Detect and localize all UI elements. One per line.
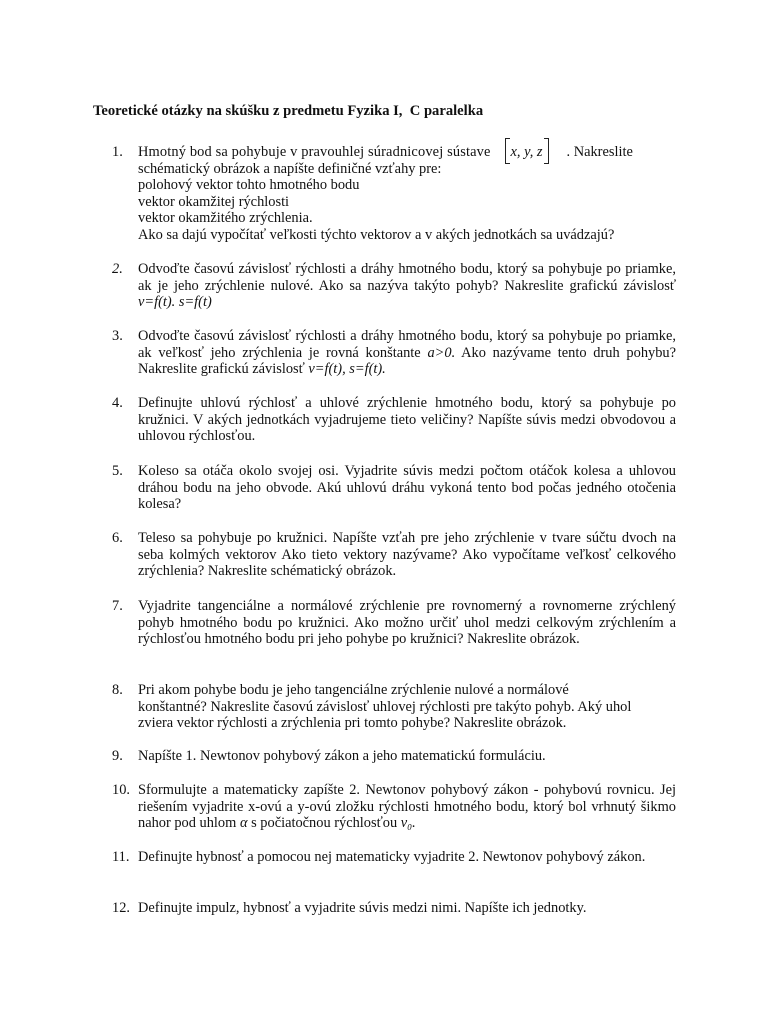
question-text: Teleso sa pohybuje po kružnici. Napíšte vzťah pre jeho zrýchlenie v tvare súčtu dvoch na seba kolmých vektorov Ako tieto vektory nazývame? Ako vypočítame veľkosť celkového zrýchlenia? Nakreslite schématický obrázok. xyxy=(138,530,676,580)
question-text: Sformulujte a matematicky zapíšte 2. Newtonov pohybový zákon - pohybovú rovnicu. Jej riešením vyjadrite x-ovú a y-ovú zložku rýchlosti hmotného bodu, ktorý bol vrhnutý šikmo nahor pod uhlom α s počiatočnou rýchlosťou v₀. xyxy=(138,782,676,832)
question-12 xyxy=(112,900,676,917)
question-text: Odvoďte časovú závislosť rýchlosti a dráhy hmotného bodu, ktorý sa pohybuje po priamke, ak je jeho zrýchlenie nulové. Ako sa nazýva takýto pohyb? Nakreslite grafickú závislosť v=f(t). s=f(t) xyxy=(138,261,676,311)
question-6 xyxy=(112,530,676,580)
question-number: 5. xyxy=(112,463,123,479)
question-line: schématický obrázok a napíšte definičné vzťahy pre: xyxy=(138,160,442,177)
question-text-part: . Nakreslite xyxy=(566,144,633,160)
question-number: 4. xyxy=(112,395,123,411)
question-text: Napíšte 1. Newtonov pohybový zákon a jeho matematickú formuláciu. xyxy=(138,748,546,764)
question-4 xyxy=(112,395,676,445)
question-text xyxy=(138,144,676,244)
question-number: 7. xyxy=(112,598,123,614)
question-number: 9. xyxy=(112,748,123,764)
question-number: 8. xyxy=(112,682,123,698)
formula: a>0. xyxy=(427,344,456,361)
question-number: 12. xyxy=(112,900,130,916)
question-line: konštantné? Nakreslite časovú závislosť uhlovej rýchlosti pre takýto pohyb. Aký uhol xyxy=(138,698,632,715)
coordinate-system-formula: x, y, z xyxy=(505,144,549,161)
question-line: Pri akom pohybe bodu je jeho tangenciálne zrýchlenie nulové a normálové xyxy=(138,682,569,698)
question-line: Ako sa dajú vypočítať veľkosti týchto vektorov a v akých jednotkách sa uvádzajú? xyxy=(138,226,615,243)
question-8 xyxy=(112,682,676,732)
formula: v₀. xyxy=(400,815,416,832)
question-text: Definujte uhlovú rýchlosť a uhlové zrýchlenie hmotného bodu, ktorý sa pohybuje po kružnici. V akých jednotkách vyjadrujeme tieto veličiny? Napíšte súvis medzi obvodovou a uhlovou rýchlosťou. xyxy=(138,395,676,445)
question-2 xyxy=(112,261,676,311)
question-1 xyxy=(112,144,676,244)
question-number: 11. xyxy=(112,849,130,865)
question-number: 1. xyxy=(112,144,123,160)
question-9 xyxy=(112,748,676,765)
question-line: vektor okamžitej rýchlosti xyxy=(138,193,290,210)
question-number: 10. xyxy=(112,782,130,798)
formula: v=f(t), s=f(t). xyxy=(308,361,386,378)
alpha-symbol: α xyxy=(239,815,248,832)
page-title: Teoretické otázky na skúšku z predmetu Fyzika I, C paralelka xyxy=(93,103,484,119)
question-5 xyxy=(112,463,676,513)
question-line: vektor okamžitého zrýchlenia. xyxy=(138,210,313,227)
question-text xyxy=(138,682,676,732)
question-10 xyxy=(112,782,676,832)
question-number: 3. xyxy=(112,328,123,344)
question-text-part: Hmotný bod sa pohybuje v pravouhlej súradnicovej sústave xyxy=(138,144,491,160)
question-line: zviera vektor rýchlosti a zrýchlenia pri tomto pohybe? Nakreslite obrázok. xyxy=(138,715,567,732)
question-number: 2. xyxy=(112,261,123,277)
question-7 xyxy=(112,598,676,648)
question-line: polohový vektor tohto hmotného bodu xyxy=(138,177,360,194)
question-3 xyxy=(112,328,676,378)
question-text: Definujte hybnosť a pomocou nej matematicky vyjadrite 2. Newtonov pohybový zákon. xyxy=(138,849,646,865)
question-number: 6. xyxy=(112,530,123,546)
question-text: Vyjadrite tangenciálne a normálové zrýchlenie pre rovnomerný a rovnomerne zrýchlený pohyb hmotného bodu po kružnici. Ako možno určiť uhol medzi celkovým zrýchlením a rýchlosťou hmotného bodu pri jeho pohybe po kružnici? Nakreslite obrázok. xyxy=(138,598,676,648)
question-11 xyxy=(112,849,676,866)
question-text: Odvoďte časovú závislosť rýchlosti a dráhy hmotného bodu, ktorý sa pohybuje po priamke, ak veľkosť jeho zrýchlenia je rovná konštante a>0. Ako nazývame tento druh pohybu? Nakreslite grafickú závislosť v=f(t), s=f(t). xyxy=(138,328,676,378)
question-text: Definujte impulz, hybnosť a vyjadrite súvis medzi nimi. Napíšte ich jednotky. xyxy=(138,900,587,916)
question-text: Koleso sa otáča okolo svojej osi. Vyjadrite súvis medzi počtom otáčok kolesa a uhlovou dráhou bodu na jeho obvode. Akú uhlovú dráhu vykoná tento bod počas jedného otočenia kolesa? xyxy=(138,463,676,513)
formula: v=f(t). s=f(t) xyxy=(138,294,212,311)
